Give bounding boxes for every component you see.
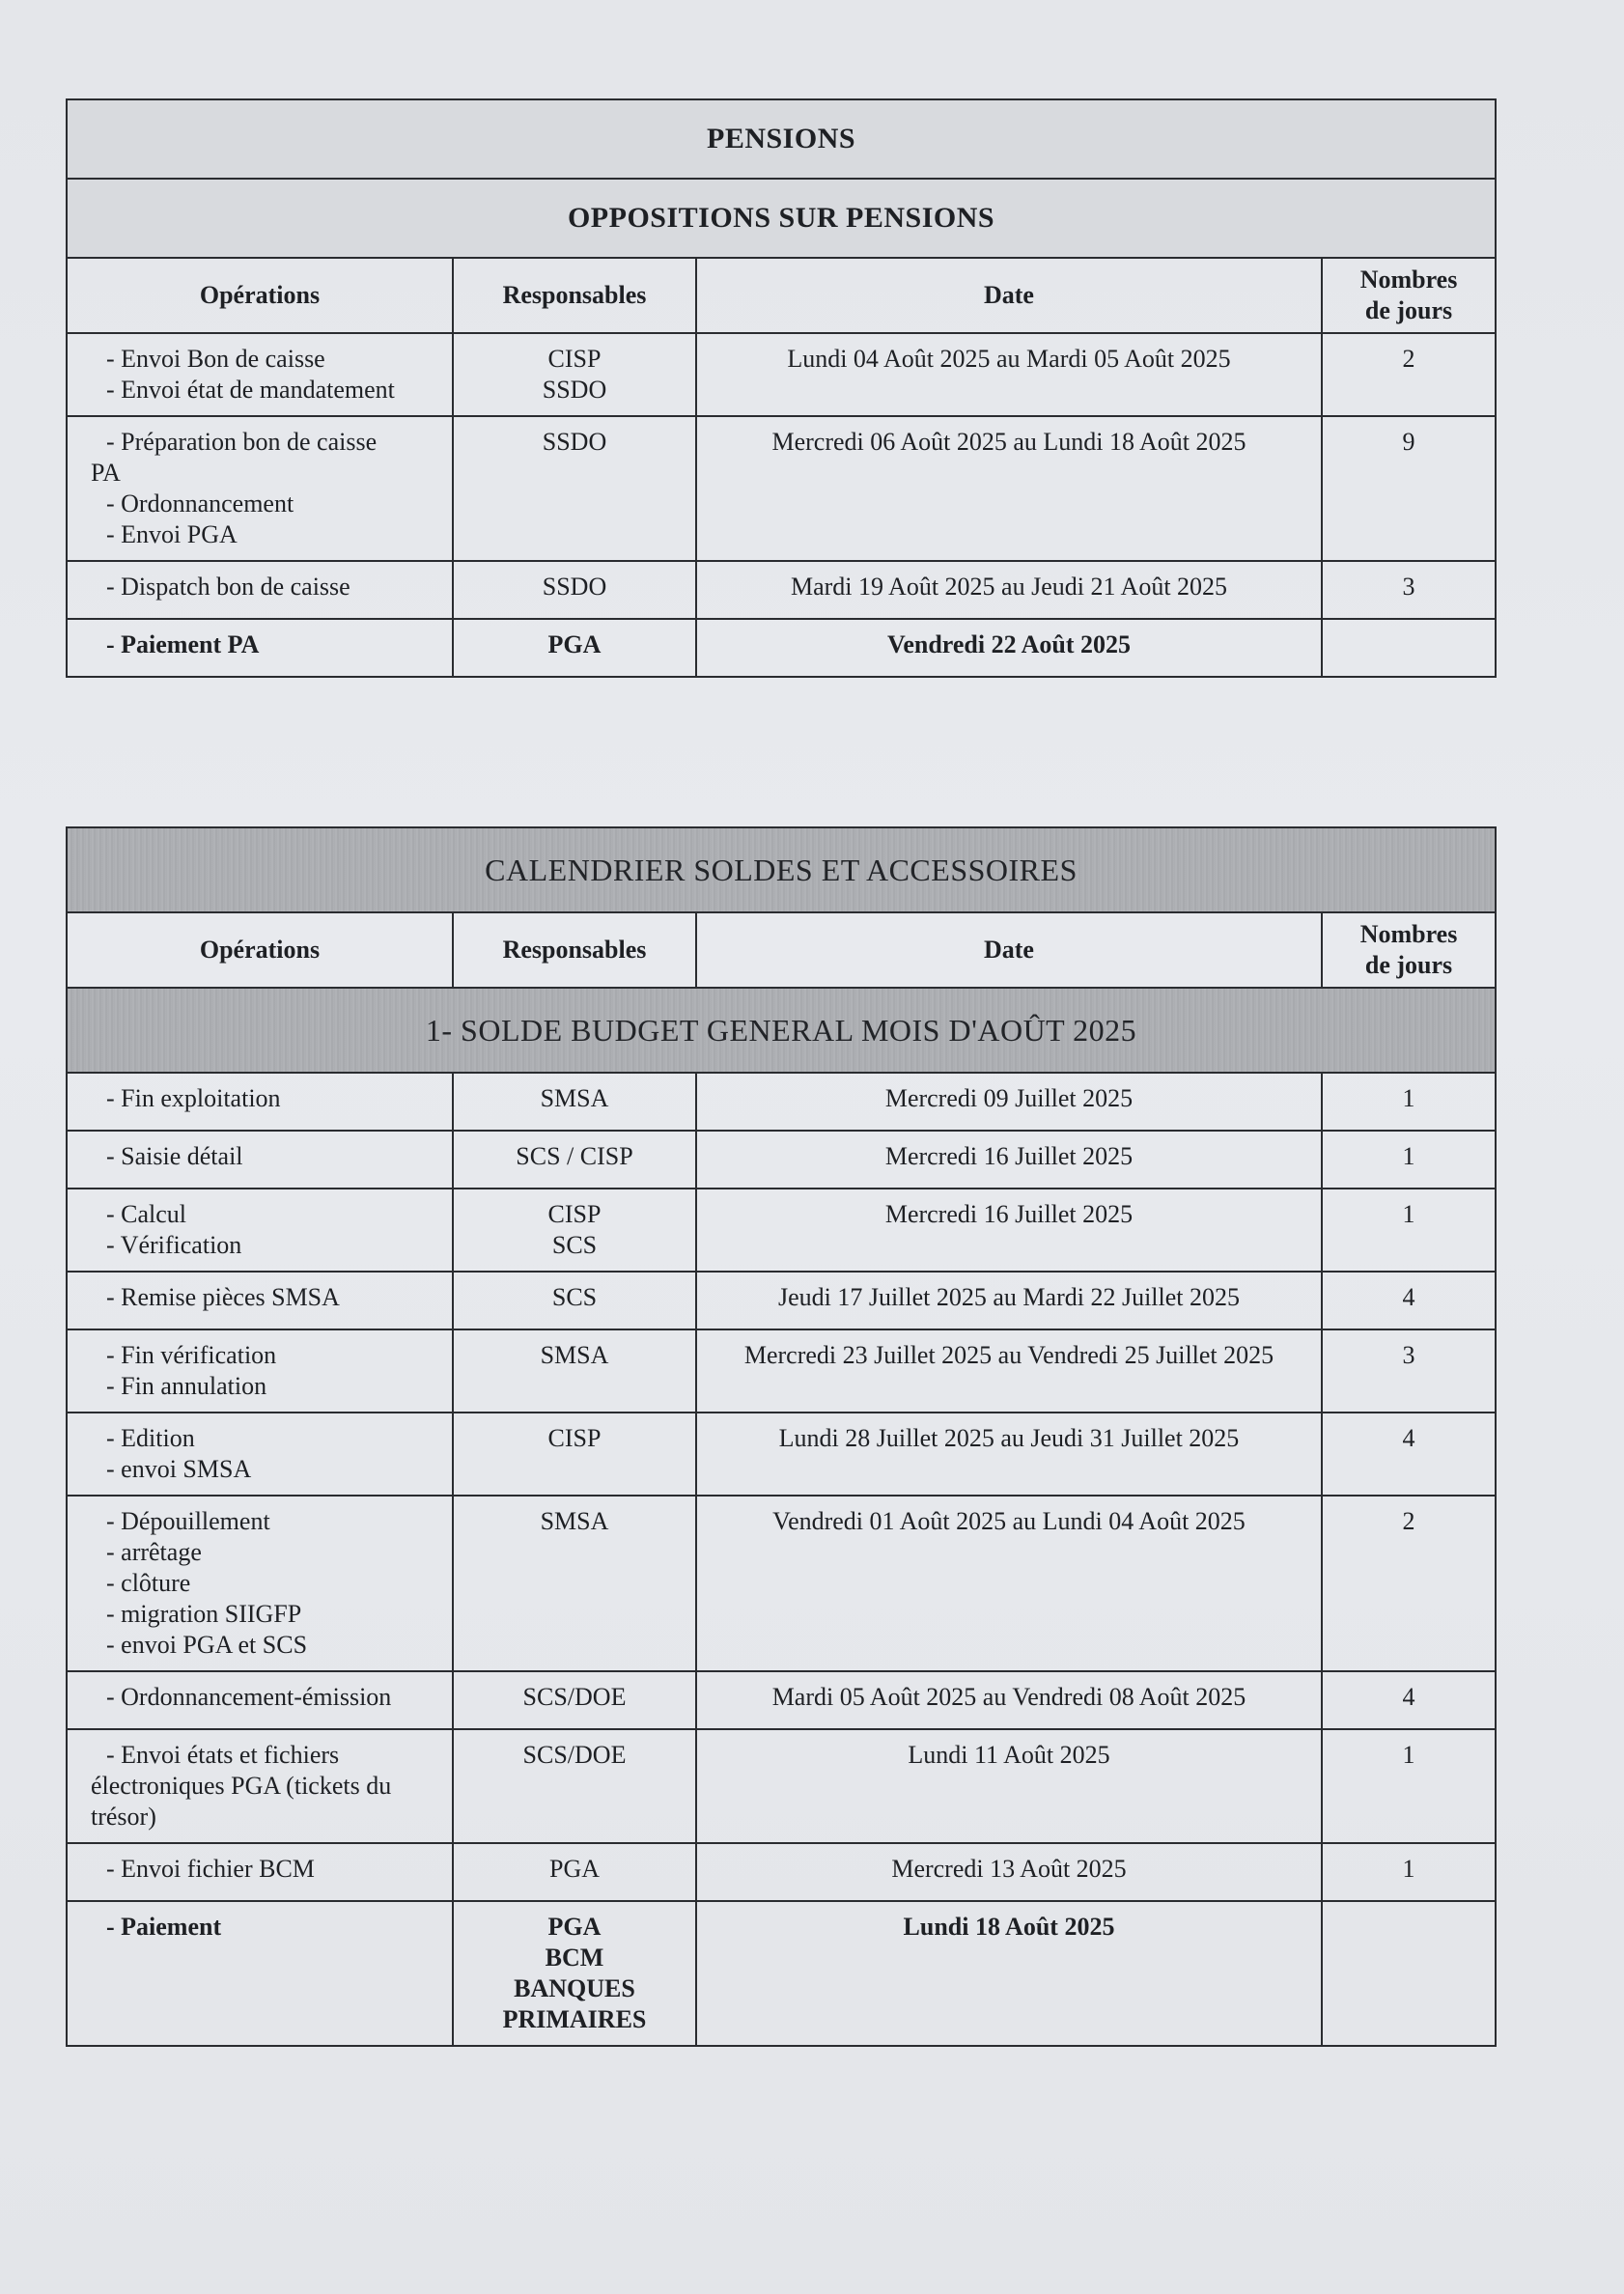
days-cell: 1 [1322,1189,1496,1272]
date-cell: Mercredi 16 Juillet 2025 [696,1131,1322,1189]
operations-cell: - Préparation bon de caisse PA - Ordonnancement - Envoi PGA [67,416,453,561]
responsables-cell: SMSA [453,1073,696,1131]
date-cell: Mardi 05 Août 2025 au Vendredi 08 Août 2025 [696,1671,1322,1729]
date-cell: Mercredi 09 Juillet 2025 [696,1073,1322,1131]
date-cell: Lundi 18 Août 2025 [696,1901,1322,2046]
table-row [67,1131,1496,1189]
responsables-cell: PGA [453,619,696,677]
header-date: Date [696,258,1322,333]
operations-cell: - Paiement [67,1901,453,2046]
date-cell: Mardi 19 Août 2025 au Jeudi 21 Août 2025 [696,561,1322,619]
table-row [67,416,1496,561]
header-responsables: Responsables [453,912,696,988]
date-cell: Lundi 04 Août 2025 au Mardi 05 Août 2025 [696,333,1322,416]
header-operations: Opérations [67,258,453,333]
table-row [67,1671,1496,1729]
operations-cell: - Ordonnancement-émission [67,1671,453,1729]
operations-cell: - Remise pièces SMSA [67,1272,453,1329]
days-cell: 1 [1322,1729,1496,1843]
date-cell: Mercredi 06 Août 2025 au Lundi 18 Août 2025 [696,416,1322,561]
responsables-cell: SSDO [453,416,696,561]
table-row [67,1729,1496,1843]
header-date: Date [696,912,1322,988]
date-cell: Jeudi 17 Juillet 2025 au Mardi 22 Juillet 2025 [696,1272,1322,1329]
date-cell: Mercredi 23 Juillet 2025 au Vendredi 25 Juillet 2025 [696,1329,1322,1413]
operations-cell: - Dispatch bon de caisse [67,561,453,619]
days-cell: 2 [1322,1496,1496,1671]
calendrier-soldes-table [66,826,1497,2047]
responsables-cell: CISP SSDO [453,333,696,416]
days-cell: 4 [1322,1671,1496,1729]
header-nombres-jours: Nombres de jours [1322,258,1496,333]
header-operations: Opérations [67,912,453,988]
days-cell: 4 [1322,1413,1496,1496]
days-cell [1322,1901,1496,2046]
responsables-cell: PGA BCM BANQUES PRIMAIRES [453,1901,696,2046]
section-title: CALENDRIER SOLDES ET ACCESSOIRES [67,827,1496,912]
operations-cell: - Calcul - Vérification [67,1189,453,1272]
responsables-cell: CISP [453,1413,696,1496]
table-row [67,1843,1496,1901]
table-row [67,561,1496,619]
responsables-cell: CISP SCS [453,1189,696,1272]
header-responsables: Responsables [453,258,696,333]
days-cell: 3 [1322,561,1496,619]
table-row [67,1496,1496,1671]
operations-cell: - Dépouillement - arrêtage - clôture - migration SIIGFP - envoi PGA et SCS [67,1496,453,1671]
responsables-cell: SCS/DOE [453,1729,696,1843]
table-row-payment [67,1901,1496,2046]
operations-cell: - Envoi Bon de caisse - Envoi état de mandatement [67,333,453,416]
table-row [67,333,1496,416]
table-row [67,1189,1496,1272]
section-subtitle: OPPOSITIONS SUR PENSIONS [67,179,1496,258]
operations-cell: - Saisie détail [67,1131,453,1189]
responsables-cell: SCS / CISP [453,1131,696,1189]
date-cell: Mercredi 13 Août 2025 [696,1843,1322,1901]
table-row [67,1073,1496,1131]
operations-cell: - Edition - envoi SMSA [67,1413,453,1496]
operations-cell: - Fin exploitation [67,1073,453,1131]
days-cell: 4 [1322,1272,1496,1329]
date-cell: Lundi 11 Août 2025 [696,1729,1322,1843]
operations-cell: - Paiement PA [67,619,453,677]
responsables-cell: SCS/DOE [453,1671,696,1729]
days-cell: 2 [1322,333,1496,416]
table-row [67,1329,1496,1413]
date-cell: Vendredi 22 Août 2025 [696,619,1322,677]
date-cell: Lundi 28 Juillet 2025 au Jeudi 31 Juillet 2025 [696,1413,1322,1496]
days-cell: 9 [1322,416,1496,561]
section-title: PENSIONS [67,99,1496,179]
responsables-cell: SCS [453,1272,696,1329]
days-cell: 1 [1322,1843,1496,1901]
operations-cell: - Envoi fichier BCM [67,1843,453,1901]
table-row [67,1413,1496,1496]
days-cell: 1 [1322,1131,1496,1189]
table-row-payment [67,619,1496,677]
responsables-cell: SMSA [453,1329,696,1413]
responsables-cell: SSDO [453,561,696,619]
header-nombres-jours: Nombres de jours [1322,912,1496,988]
days-cell: 1 [1322,1073,1496,1131]
table-row [67,1272,1496,1329]
days-cell: 3 [1322,1329,1496,1413]
responsables-cell: SMSA [453,1496,696,1671]
date-cell: Vendredi 01 Août 2025 au Lundi 04 Août 2025 [696,1496,1322,1671]
pensions-table [66,98,1497,678]
responsables-cell: PGA [453,1843,696,1901]
operations-cell: - Fin vérification - Fin annulation [67,1329,453,1413]
days-cell [1322,619,1496,677]
operations-cell: - Envoi états et fichiers électroniques PGA (tickets du trésor) [67,1729,453,1843]
date-cell: Mercredi 16 Juillet 2025 [696,1189,1322,1272]
section-subtitle: 1- SOLDE BUDGET GENERAL MOIS D'AOÛT 2025 [67,988,1496,1073]
